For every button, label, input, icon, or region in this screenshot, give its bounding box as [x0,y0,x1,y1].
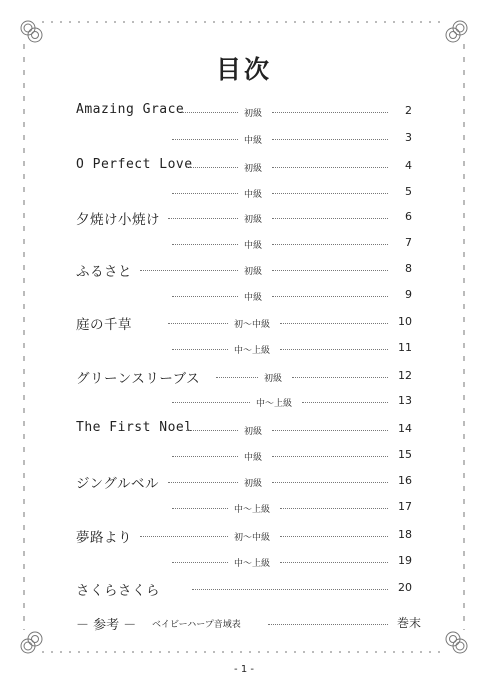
leader-dots [272,430,388,431]
toc-entry [0,286,488,306]
entry-page-number: 14 [398,422,412,435]
entry-title: さくらさくら [76,583,160,599]
leader-dots [280,323,388,324]
toc-entry [0,339,488,359]
entry-level: 初級 [244,267,263,277]
leader-dots [192,589,388,590]
toc-entry [0,446,488,466]
toc-entry [0,260,488,280]
reference-subtitle: ベイビーハープ音域表 [152,620,241,630]
entry-level: 初～中級 [234,320,271,330]
entry-level: 中級 [244,241,263,251]
leader-dots [186,167,238,168]
leader-dots [172,508,228,509]
toc-entry [0,392,488,412]
leader-dots [272,139,388,140]
entry-page-number: 16 [398,474,412,487]
toc-entry [0,552,488,572]
toc-entry [0,208,488,228]
reference-page: 巻末 [397,616,422,630]
leader-dots [172,296,238,297]
entry-page-number: 8 [405,262,412,275]
leader-dots [272,482,388,483]
toc-entry [0,129,488,149]
toc-entry [0,367,488,387]
entry-page-number: 6 [405,210,412,223]
page-number: - 1 - [234,664,254,675]
entry-title: 庭の千草 [76,317,132,333]
leader-dots [140,536,228,537]
toc-entry [0,526,488,546]
leader-dots [140,270,238,271]
toc-entry [0,102,488,122]
entry-page-number: 7 [405,236,412,249]
toc-entry [0,183,488,203]
entry-title: O Perfect Love [76,157,193,172]
entry-level: 初～中級 [234,533,271,543]
leader-dots [172,244,238,245]
entry-title: ジングルベル [76,476,159,492]
toc-entry [0,472,488,492]
entry-level: 中級 [244,293,263,303]
leader-dots [268,624,388,625]
leader-dots [280,349,388,350]
leader-dots [172,139,238,140]
leader-dots [182,112,238,113]
entry-page-number: 3 [405,131,412,144]
leader-dots [292,377,388,378]
toc-entry [0,420,488,440]
entry-page-number: 11 [398,341,412,354]
page-title: 目次 [215,55,272,84]
entry-page-number: 9 [405,288,412,301]
leader-dots [172,562,228,563]
entry-level: 初級 [244,479,263,489]
reference-row [0,614,488,634]
leader-dots [272,244,388,245]
entry-level: 中級 [244,190,263,200]
entry-level: 初級 [244,427,263,437]
entry-level: 初級 [264,374,283,384]
leader-dots [172,349,228,350]
entry-page-number: 4 [405,159,412,172]
entry-page-number: 18 [398,528,412,541]
leader-dots [172,193,238,194]
toc-entry [0,313,488,333]
leader-dots [172,456,238,457]
entry-page-number: 5 [405,185,412,198]
entry-page-number: 10 [398,315,412,328]
entry-level: 中～上級 [234,346,271,356]
entry-page-number: 15 [398,448,412,461]
entry-page-number: 19 [398,554,412,567]
leader-dots [172,402,250,403]
entry-level: 初級 [244,109,263,119]
leader-dots [272,456,388,457]
entry-level: 中級 [244,453,263,463]
leader-dots [168,218,238,219]
entry-title: 夢路より [76,530,132,546]
leader-dots [272,296,388,297]
entry-level: 中～上級 [234,559,271,569]
entry-level: 初級 [244,215,263,225]
entry-title: ふるさと [76,264,132,280]
leader-dots [186,430,238,431]
leader-dots [272,218,388,219]
leader-dots [302,402,388,403]
entry-title: 夕焼け小焼け [76,212,160,228]
entry-title: Amazing Grace [76,102,185,117]
entry-page-number: 20 [398,581,412,594]
entry-page-number: 12 [398,369,412,382]
leader-dots [280,508,388,509]
entry-page-number: 2 [405,104,412,117]
leader-dots [280,562,388,563]
leader-dots [168,323,228,324]
toc-entry [0,579,488,599]
toc-entry [0,234,488,254]
entry-level: 中～上級 [234,505,271,515]
toc-entry [0,498,488,518]
entry-page-number: 17 [398,500,412,513]
entry-level: 初級 [244,164,263,174]
entry-title: The First Noel [76,420,193,435]
leader-dots [280,536,388,537]
reference-label: － 参考 － [76,618,137,633]
entry-level: 中級 [244,136,263,146]
entry-level: 中～上級 [256,399,293,409]
leader-dots [272,112,388,113]
leader-dots [216,377,258,378]
entry-page-number: 13 [398,394,412,407]
leader-dots [272,167,388,168]
leader-dots [168,482,238,483]
toc-entry [0,157,488,177]
leader-dots [272,270,388,271]
entry-title: グリーンスリーブス [76,371,201,387]
leader-dots [272,193,388,194]
